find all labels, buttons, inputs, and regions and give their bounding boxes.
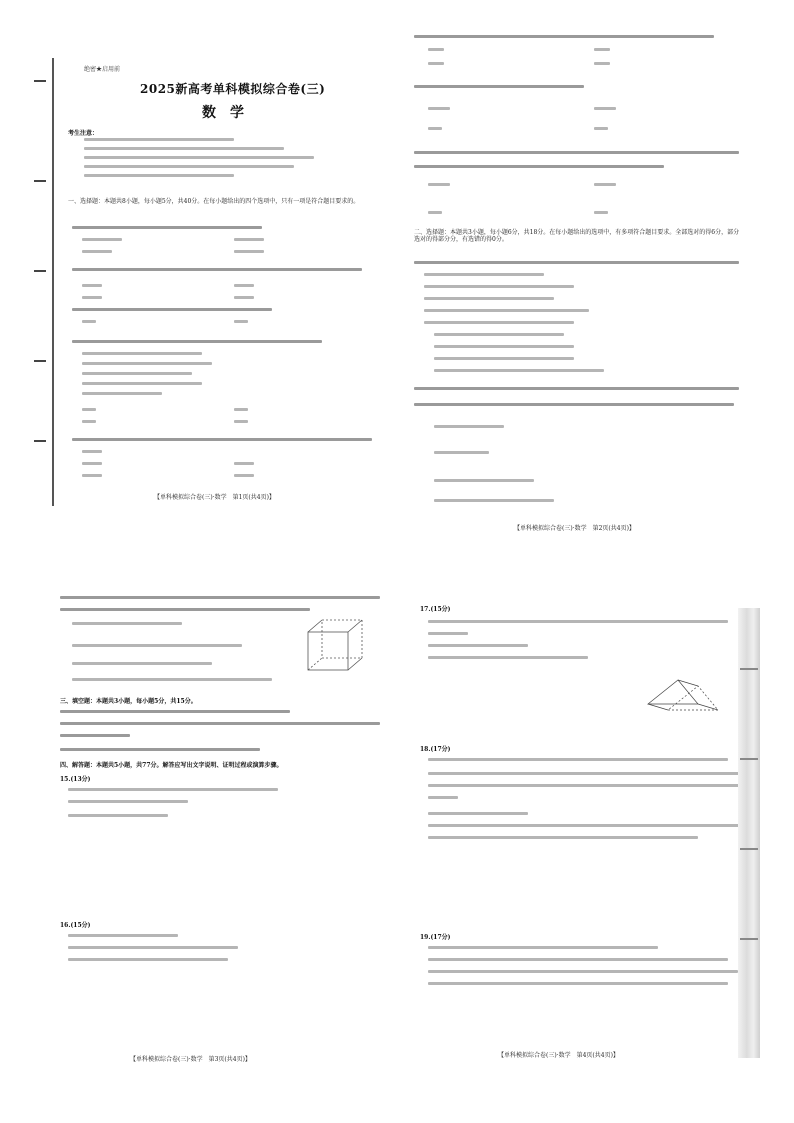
text-line: [82, 382, 202, 385]
text-line: [82, 392, 162, 395]
text-line: [424, 321, 574, 324]
text-line: [424, 309, 589, 312]
text-line: [428, 644, 528, 647]
question-line: [414, 387, 739, 390]
option-line: [428, 183, 450, 186]
option-line: [82, 474, 102, 477]
text-line: [82, 352, 202, 355]
option-line: [82, 320, 96, 323]
option-line: [428, 62, 444, 65]
option-line: [594, 62, 610, 65]
text-line: [424, 285, 574, 288]
option-line: [234, 408, 248, 411]
text-line: [428, 632, 468, 635]
question-line: [72, 226, 262, 229]
text-line: [424, 297, 554, 300]
question-line: [72, 438, 372, 441]
page-footer: 【单科模拟综合卷(三)·数学 第3页(共4页)】: [130, 1056, 251, 1062]
section-heading: 一、选择题：本题共8小题，每小题5分，共40分。在每小题给出的四个选项中，只有一项是符合题目要求的。: [68, 198, 360, 205]
prism-figure: [638, 674, 728, 714]
option-line: [234, 474, 254, 477]
option-line: [82, 408, 96, 411]
option-line: [234, 462, 254, 465]
text-line: [82, 450, 102, 453]
question-line: [414, 85, 584, 88]
text-line: [84, 147, 284, 150]
option-line: [234, 320, 248, 323]
option-line: [234, 238, 264, 241]
text-line: [68, 788, 278, 791]
exam-page-1: [52, 58, 390, 506]
strip-mark: [740, 938, 758, 940]
question-line: [72, 340, 322, 343]
question-line: [414, 35, 714, 38]
option-line: [234, 284, 254, 287]
text-line: [428, 796, 458, 799]
text-line: [428, 784, 743, 787]
cube-figure: [300, 614, 370, 676]
option-line: [82, 462, 102, 465]
margin-mark: [34, 270, 46, 272]
option-line: [234, 420, 248, 423]
text-line: [84, 138, 234, 141]
option-line: [434, 425, 504, 428]
text-line: [68, 946, 238, 949]
text-line: [428, 982, 728, 985]
exam-page-3: [50, 592, 395, 1062]
question-line: [60, 722, 380, 725]
option-line: [428, 127, 442, 130]
margin-mark: [34, 180, 46, 182]
option-line: [428, 48, 444, 51]
text-line: [424, 273, 544, 276]
text-line: [428, 758, 728, 761]
page-footer: 【单科模拟综合卷(三)·数学 第1页(共4页)】: [154, 494, 275, 501]
margin-mark: [34, 440, 46, 442]
text-line: [68, 958, 228, 961]
question-line: [60, 748, 260, 751]
exam-page-4: [418, 598, 768, 1066]
strip-mark: [740, 758, 758, 760]
binding-strip: [738, 608, 760, 1058]
text-line: [68, 800, 188, 803]
option-line: [82, 250, 112, 253]
question-line: [72, 268, 362, 271]
option-line: [82, 420, 96, 423]
option-line: [434, 499, 554, 502]
option-line: [234, 250, 264, 253]
option-line: [82, 238, 122, 241]
option-line: [72, 644, 242, 647]
secret-label: 绝密★启用前: [84, 66, 121, 73]
question-line: [72, 308, 272, 311]
option-line: [234, 296, 254, 299]
strip-mark: [740, 668, 758, 670]
option-line: [594, 107, 616, 110]
option-line: [594, 48, 610, 51]
text-line: [84, 156, 314, 159]
option-line: [82, 296, 102, 299]
question-line: [414, 403, 734, 406]
text-line: [428, 958, 728, 961]
text-line: [428, 656, 588, 659]
binding-margin: [34, 60, 52, 500]
text-line: [68, 814, 168, 817]
text-line: [428, 812, 528, 815]
question-line: [414, 151, 739, 154]
text-line: [428, 970, 738, 973]
option-line: [434, 451, 489, 454]
text-line: [84, 165, 294, 168]
question-line: [60, 596, 380, 599]
option-line: [434, 479, 534, 482]
question-label: 17.(15分): [420, 606, 451, 613]
question-line: [60, 710, 290, 713]
option-line: [72, 622, 182, 625]
margin-mark: [34, 80, 46, 82]
question-label: 16.(15分): [60, 922, 91, 929]
option-line: [594, 127, 608, 130]
option-line: [434, 333, 564, 336]
question-label: 15.(13分): [60, 776, 91, 783]
option-line: [434, 345, 574, 348]
section-heading: 四、解答题：本题共5小题，共77分。解答应写出文字说明、证明过程或演算步骤。: [60, 762, 283, 769]
text-line: [428, 946, 658, 949]
question-line: [60, 734, 130, 737]
option-line: [594, 211, 608, 214]
page-footer: 【单科模拟综合卷(三)·数学 第4页(共4页)】: [498, 1052, 619, 1059]
option-line: [82, 284, 102, 287]
question-label: 18.(17分): [420, 746, 451, 753]
margin-mark: [34, 360, 46, 362]
text-line: [428, 824, 748, 827]
text-line: [428, 772, 748, 775]
section-heading: 二、选择题：本题共3小题，每小题6分，共18分。在每小题给出的选项中，有多项符合题目要求。全部选对的得6分，部分选对的得部分分，有选错的得0分。: [414, 229, 740, 243]
text-line: [84, 174, 234, 177]
text-line: [428, 836, 698, 839]
option-line: [594, 183, 616, 186]
question-line: [60, 608, 310, 611]
text-line: [428, 620, 728, 623]
question-line: [414, 261, 739, 264]
text-line: [82, 362, 212, 365]
option-line: [428, 107, 450, 110]
option-line: [72, 678, 272, 681]
section-heading: 三、填空题：本题共3小题，每小题5分，共15分。: [60, 698, 197, 705]
option-line: [434, 357, 574, 360]
question-line: [414, 165, 664, 168]
exam-subject: 数学: [202, 105, 258, 121]
option-line: [72, 662, 212, 665]
exam-title: 2025新高考单科模拟综合卷(三): [140, 82, 326, 96]
option-line: [428, 211, 442, 214]
text-line: [68, 934, 178, 937]
page-footer: 【单科模拟综合卷(三)·数学 第2页(共4页)】: [514, 525, 635, 532]
exam-page-2: [404, 25, 744, 550]
strip-mark: [740, 848, 758, 850]
text-line: [82, 372, 192, 375]
option-line: [434, 369, 604, 372]
notice-title: 考生注意：: [68, 130, 99, 137]
question-label: 19.(17分): [420, 934, 451, 941]
